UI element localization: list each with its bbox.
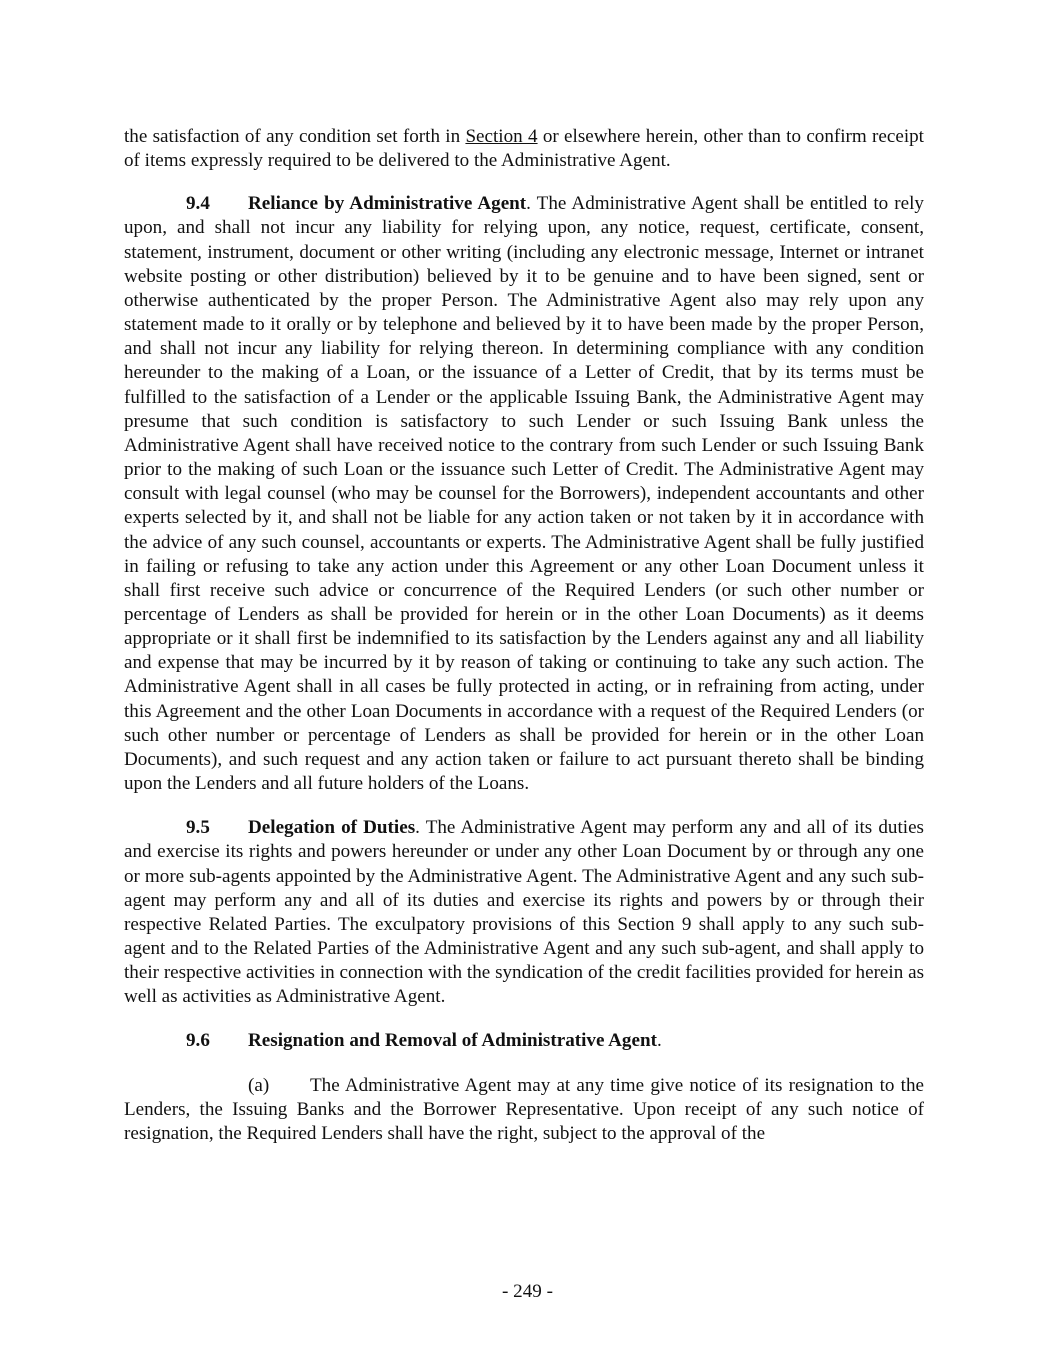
section-9-5-body: . The Administrative Agent may perform any and all of its duties and exercise its rights and powers hereunder or under any other Loan Document by or through any one or more sub-agents appointed by the Administrative Agent. The Administrative Agent and any such sub-agent may perform any and all of its duties and exercise its rights and powers by or through their respective Related Parties. The exculpatory provisions of this Section 9 shall apply to any such sub-agent and to the Related Parties of the Administrative Agent and any such sub-agent, and shall apply to their respective activities in connection with the syndication of the credit facilities provided for herein as well as activities as Administrative Agent. [124,817,924,1008]
section-9-4 [124,192,924,796]
section-9-5 [124,816,924,1009]
section-9-4-title: Reliance by Administrative Agent [248,193,527,215]
section-4-reference: Section 4 [465,126,538,147]
document-page [124,125,924,1166]
section-9-5-number: 9.5 [186,817,210,839]
section-9-4-number: 9.4 [186,193,210,215]
section-9-6-a-label: (a) [248,1074,270,1096]
p1-text-before: the satisfaction of any condition set forth in [124,126,466,147]
p1-text-after: or elsewhere herein, other than to confirm receipt of items expressly required to be delivered to the Administrative Agent. [124,126,924,172]
section-9-4-body: . The Administrative Agent shall be entitled to rely upon, and shall not incur any liability for relying upon, any notice, request, certificate, consent, statement, instrument, document or other writing (including any electronic message, Internet or intranet website posting or other distribution) believed by it to be genuine and to have been signed, sent or otherwise authenticated by the proper Person. The Administrative Agent also may rely upon any statement made to it orally or by telephone and believed by it to have been made by the proper Person, and shall not incur any liability for relying thereon. In determining compliance with any condition hereunder to the making of a Loan, or the issuance of a Letter of Credit, that by its terms must be fulfilled to the satisfaction of a Lender or the applicable Issuing Bank, the Administrative Agent may presume that such condition is satisfactory to such Lender or such Issuing Bank unless the Administrative Agent shall have received notice to the contrary from such Lender or such Issuing Bank prior to the making of such Loan or the issuance such Letter of Credit. The Administrative Agent may consult with legal counsel (who may be counsel for the Borrowers), independent accountants and other experts selected by it, and shall not be liable for any action taken or not taken by it in accordance with the advice of any such counsel, accountants or experts. The Administrative Agent shall be fully justified in failing or refusing to take any action under this Agreement or any other Loan Document unless it shall first receive such advice or concurrence of the Required Lenders (or such other number or percentage of Lenders as shall be provided for herein or in the other Loan Documents) as it deems appropriate or it shall first be indemnified to its satisfaction by the Lenders against any and all liability and expense that may be incurred by it by reason of taking or continuing to take any such action. The Administrative Agent shall in all cases be fully protected in acting, or in refraining from acting, under this Agreement and the other Loan Documents in accordance with a request of the Required Lenders (or such other number or percentage of Lenders as shall be provided for herein or in the other Loan Documents), and such request and any action taken or failure to act pursuant thereto shall be binding upon the Lenders and all future holders of the Loans. [124,193,924,795]
section-9-6-title: Resignation and Removal of Administrative Agent [248,1030,657,1052]
section-9-5-title: Delegation of Duties [248,817,416,839]
section-9-6-period: . [656,1030,662,1052]
section-9-6-a-body: The Administrative Agent may at any time give notice of its resignation to the Lenders, the Issuing Banks and the Borrower Representative. Upon receipt of any such notice of resignation, the Required Lenders shall have the right, subject to the approval of the [124,1074,924,1144]
paragraph-continuation [124,125,924,173]
section-9-6-a [124,1074,924,1146]
page-number: - 249 - [502,1281,553,1302]
section-9-6-heading [124,1029,924,1053]
section-9-6-number: 9.6 [186,1030,210,1052]
